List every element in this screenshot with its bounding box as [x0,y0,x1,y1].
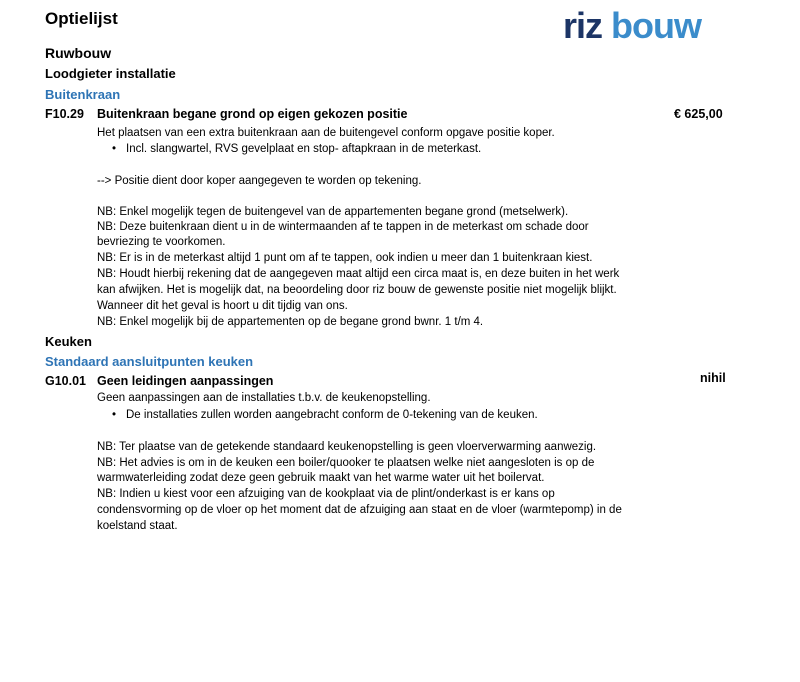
option-line: NB: Ter plaatse van de getekende standaard keukenopstelling is geen vloerverwarming aanwezig. [97,441,597,453]
option-code: F10.29 [45,107,84,121]
option-line: Wanneer dit het geval is hoort u dit tijdig van ons. [97,300,348,312]
option-line: warmwaterleiding zodat deze geen gebruik maakt van het warme water uit het boilervat. [97,472,545,484]
option-line: NB: Enkel mogelijk tegen de buitengevel van de appartementen begane grond (metselwerk). [97,206,569,218]
option-line: NB: Er is in de meterkast altijd 1 punt om af te tappen, ook indien u meer dan 1 buitenkraan kiest. [97,252,593,264]
option-line: kan afwijken. Het is mogelijk dat, na beoordeling door riz bouw de gewenste positie niet mogelijk blijkt. [97,284,617,296]
option-line: NB: Houdt hierbij rekening dat de aangegeven maat altijd een circa maat is, en deze buiten in het werk [97,268,620,280]
option-line: Geen aanpassingen aan de installaties t.b.v. de keukenopstelling. [97,392,431,404]
option-line: bevriezing te voorkomen. [97,236,226,248]
category-heading: Buitenkraan [45,87,121,102]
option-line: Het plaatsen van een extra buitenkraan aan de buitengevel conform opgave positie koper. [97,127,555,139]
option-title: Geen leidingen aanpassingen [97,374,274,388]
section-heading: Ruwbouw [45,45,112,61]
option-bullet-line: • De installaties zullen worden aangebracht conform de 0-tekening van de keuken. [126,409,538,421]
option-bullet-line: • Incl. slangwartel, RVS gevelplaat en stop- aftapkraan in de meterkast. [126,143,481,155]
option-line: NB: Indien u kiest voor een afzuiging van de kookplaat via de plint/onderkast is er kans op [97,488,555,500]
option-line: NB: Deze buitenkraan dient u in de wintermaanden af te tappen in de meterkast om schade door [97,221,589,233]
option-line: koelstand staat. [97,520,178,532]
section-heading-keuken: Keuken [45,334,92,349]
option-code: G10.01 [45,374,87,388]
logo-part-bouw: bouw [611,5,702,46]
logo-part-riz: riz [563,5,603,46]
page-title: Optielijst [45,9,118,28]
option-line: NB: Enkel mogelijk bij de appartementen op de begane grond bwnr. 1 t/m 4. [97,316,484,328]
section-subheading: Loodgieter installatie [45,66,176,81]
option-line: condensvorming op de vloer op het moment dat de afzuiging aan staat en de vloer (warmtepomp) in de [97,504,622,516]
option-price: € 625,00 [674,107,723,121]
category-heading-keuken: Standaard aansluitpunten keuken [45,354,254,369]
company-logo [563,5,701,47]
option-line: NB: Het advies is om in de keuken een boiler/quooker te plaatsen welke niet aangesloten is op de [97,457,595,469]
option-title: Buitenkraan begane grond op eigen gekozen positie [97,107,408,121]
option-price: nihil [700,371,726,385]
option-line: --> Positie dient door koper aangegeven te worden op tekening. [97,175,422,187]
